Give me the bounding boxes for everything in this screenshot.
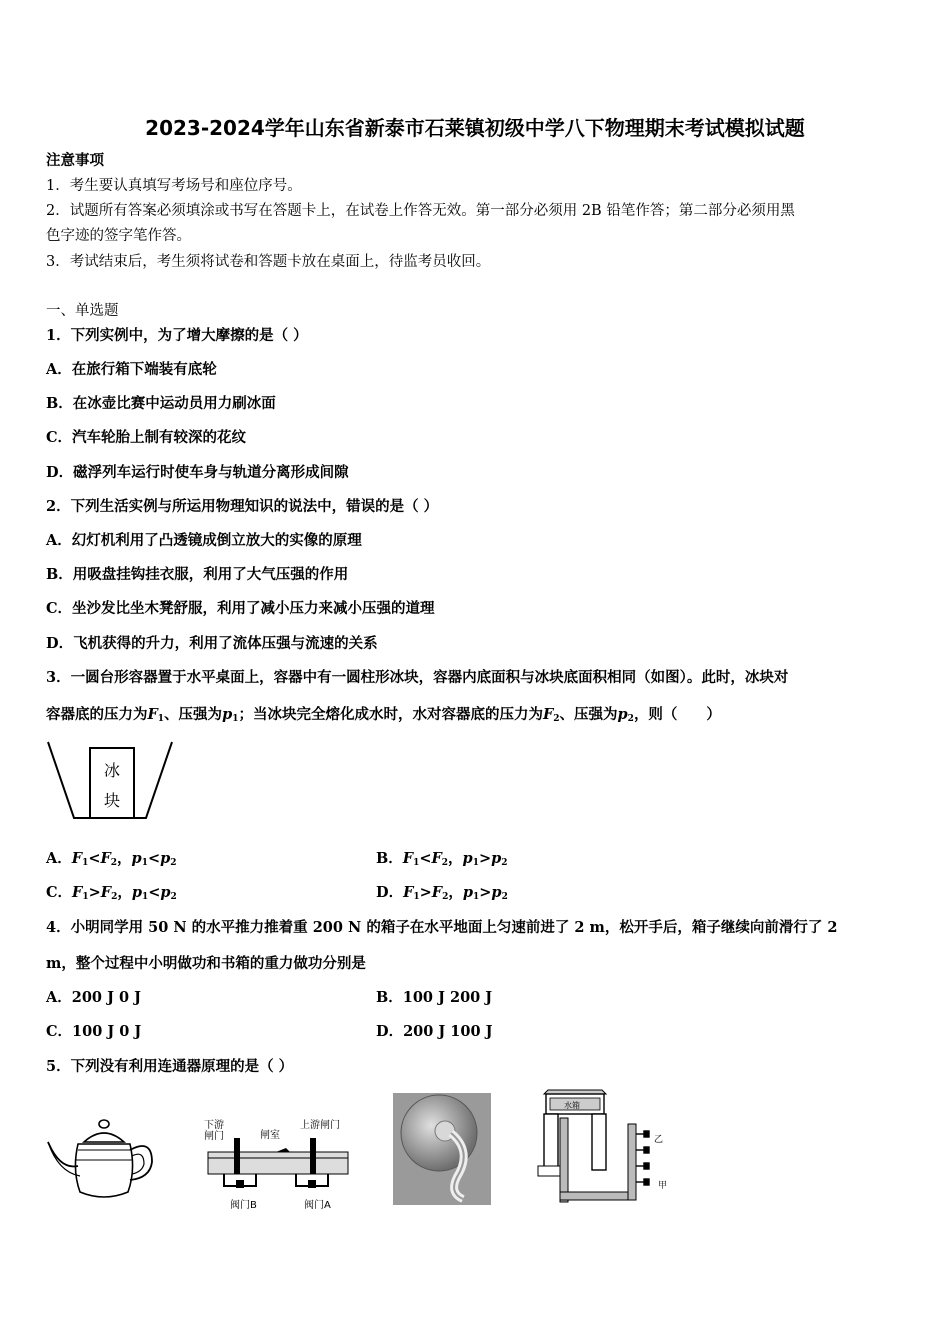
ice-label-1: 冰 — [103, 761, 121, 780]
ice-container-figure — [44, 738, 176, 824]
q2-stem: 2．下列生活实例与所运用物理知识的说法中，错误的是（ ） — [46, 498, 439, 515]
q3-option-c: C．$F_1>F_2$，$p_1<p_2$ — [46, 884, 177, 902]
ship-lock-figure — [200, 1116, 355, 1212]
q1-option-a: A．在旅行箱下端装有底轮 — [46, 361, 217, 378]
lock-label-chamber: 闸室 — [260, 1130, 280, 1141]
section-heading: 一、单选题 — [46, 303, 119, 319]
tower-label-jia: 甲 — [658, 1181, 668, 1191]
notice-item-1: 1．考生要认真填写考场号和座位序号。 — [46, 178, 302, 194]
tower-label-tank: 水箱 — [564, 1101, 580, 1110]
q3-stem-line2: 容器底的压力为$F_1$、压强为$p_1$；当冰块完全熔化成水时，水对容器底的压力为$F_2$、压强为$p_2$，则（ ） — [46, 706, 721, 724]
q1-option-d: D．磁浮列车运行时使车身与轨道分离形成间隙 — [46, 464, 349, 481]
notice-item-2-cont: 色字迹的签字笔作答。 — [46, 228, 191, 244]
tower-label-yi: 乙 — [654, 1135, 664, 1145]
ice-label-2: 块 — [103, 791, 121, 810]
q3-option-a: A．$F_1<F_2$，$p_1<p_2$ — [46, 850, 177, 868]
q2-option-d: D．飞机获得的升力，利用了流体压强与流速的关系 — [46, 635, 378, 652]
q3-option-d: D．$F_1>F_2$，$p_1>p_2$ — [376, 884, 508, 902]
q1-option-b: B．在冰壶比赛中运动员用力刷冰面 — [46, 395, 276, 412]
q1-stem: 1．下列实例中，为了增大摩擦的是（ ） — [46, 327, 308, 344]
q2-option-b: B．用吸盘挂钩挂衣服，利用了大气压强的作用 — [46, 566, 349, 583]
q3-stem-line1: 3．一圆台形容器置于水平桌面上，容器中有一圆柱形冰块，容器内底面积与冰块底面积相同（如图）。此时，冰块对 — [46, 669, 789, 686]
lock-label-valve-b: 阀门B — [230, 1200, 257, 1211]
q5-stem: 5．下列没有利用连通器原理的是（ ） — [46, 1058, 294, 1075]
q4-stem-line2: m，整个过程中小明做功和书箱的重力做功分别是 — [46, 955, 366, 972]
notice-item-2: 2．试题所有答案必须填涂或书写在答题卡上，在试卷上作答无效。第一部分必须用 2B 铅笔作答；第二部分必须用黑 — [46, 203, 795, 219]
q1-option-c: C．汽车轮胎上制有较深的花纹 — [46, 429, 247, 446]
q2-option-c: C．坐沙发比坐木凳舒服，利用了减小压力来减小压强的道理 — [46, 600, 435, 617]
notice-heading: 注意事项 — [46, 152, 104, 169]
suction-cup-photo — [393, 1093, 491, 1205]
q4-option-a: A．200 J 0 J — [46, 989, 141, 1006]
teapot-figure — [44, 1112, 156, 1202]
q4-option-c: C．100 J 0 J — [46, 1023, 142, 1040]
q2-option-a: A．幻灯机利用了凸透镜成倒立放大的实像的原理 — [46, 532, 362, 549]
lock-label-valve-a: 阀门A — [304, 1200, 331, 1211]
q4-option-b: B．100 J 200 J — [376, 989, 493, 1006]
lock-label-up-gate: 上游闸门 — [300, 1120, 340, 1131]
notice-item-3: 3．考试结束后，考生须将试卷和答题卡放在桌面上，待监考员收回。 — [46, 254, 491, 270]
q4-stem-line1: 4．小明同学用 50 N 的水平推力推着重 200 N 的箱子在水平地面上匀速前进了 2 m，松开手后，箱子继续向前滑行了 2 — [46, 919, 838, 936]
q3-option-b: B．$F_1<F_2$，$p_1>p_2$ — [376, 850, 508, 868]
water-tower-figure — [536, 1088, 676, 1208]
q4-option-d: D．200 J 100 J — [376, 1023, 493, 1040]
lock-label-down-gate: 下游闸门 — [204, 1120, 224, 1142]
page-title: 2023-2024学年山东省新泰市石莱镇初级中学八下物理期末考试模拟试题 — [145, 116, 805, 140]
